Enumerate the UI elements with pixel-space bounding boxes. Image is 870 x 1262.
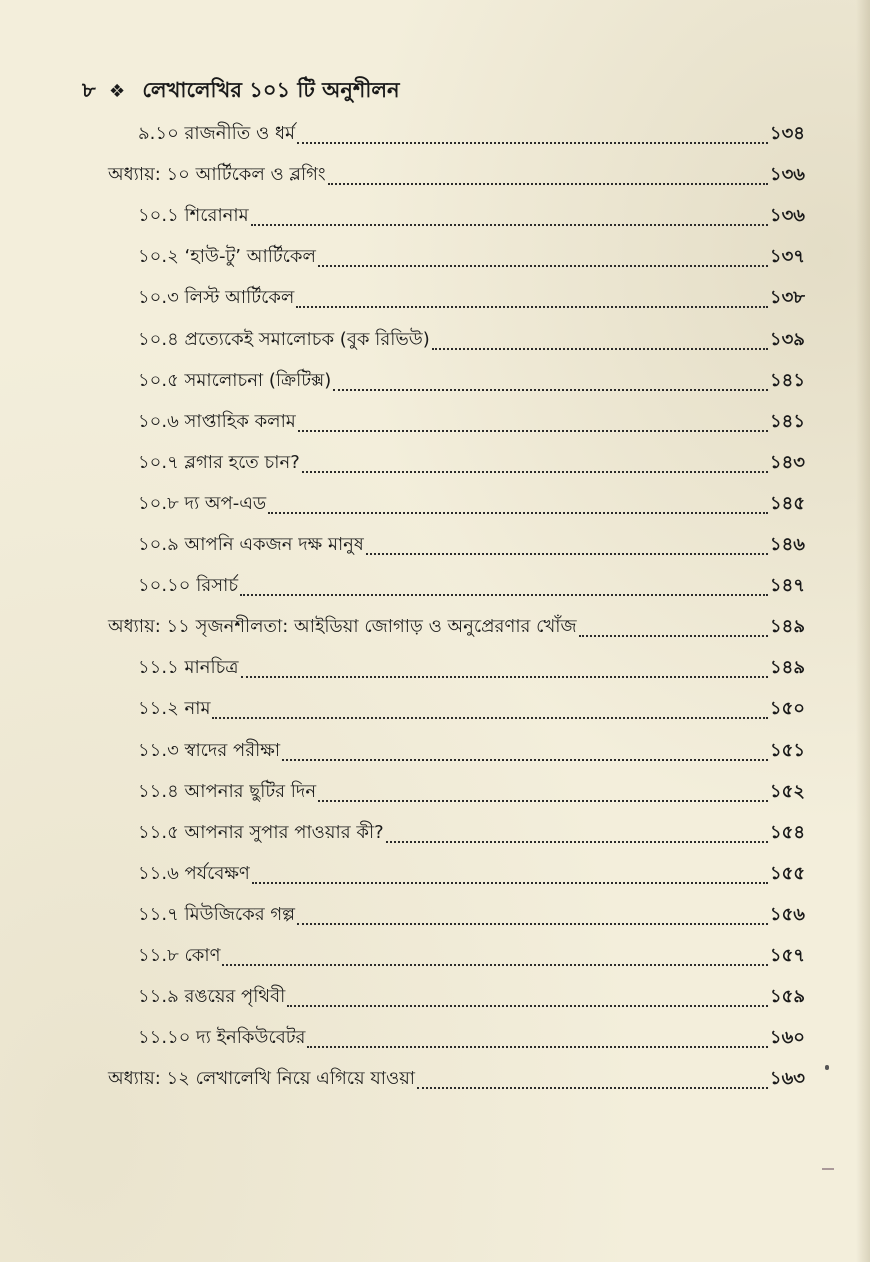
ink-speck xyxy=(825,1065,829,1070)
dot-leader xyxy=(328,183,768,185)
toc-entry-title: ১০.৫ সমালোচনা (ক্রিটিক্স) xyxy=(138,369,332,391)
page-number: ৮ xyxy=(82,78,96,102)
toc-section-row xyxy=(138,778,805,808)
toc-page-number: ১৫২ xyxy=(769,780,805,802)
dot-leader xyxy=(212,717,767,719)
dot-leader xyxy=(297,923,768,925)
toc-chapter-row xyxy=(108,1065,805,1095)
toc-section-row xyxy=(138,120,805,150)
dot-leader xyxy=(432,348,768,350)
toc-page-number: ১৪৩ xyxy=(769,451,805,473)
toc-section-row xyxy=(138,819,805,849)
toc-page-number: ১৫৪ xyxy=(769,821,805,843)
toc-page-number: ১৪৯ xyxy=(769,616,805,638)
toc-entry-title: ১০.১০ রিসার্চ xyxy=(138,575,239,597)
dot-leader xyxy=(287,1005,768,1007)
toc-page-number: ১৫৬ xyxy=(769,903,805,925)
toc-section-row xyxy=(138,449,805,479)
dot-leader xyxy=(241,676,768,678)
toc-page-number: ১৪১ xyxy=(769,410,805,432)
toc-section-row xyxy=(138,326,805,356)
toc-section-row xyxy=(138,942,805,972)
toc-page-number: ১৪৭ xyxy=(769,575,805,597)
toc-section-row xyxy=(138,202,805,232)
page-edge-shadow xyxy=(856,0,870,1262)
toc-entry-title: ১১.১০ দ্য ইনকিউবেটর xyxy=(138,1027,306,1049)
ornament-icon: ❖ xyxy=(108,81,126,102)
toc-entry-title: ১১.১ মানচিত্র xyxy=(138,657,239,679)
toc-section-row xyxy=(138,490,805,520)
toc-section-row xyxy=(138,408,805,438)
running-header xyxy=(82,74,400,109)
dot-leader xyxy=(302,471,768,473)
toc-page-number: ১৩৬ xyxy=(769,164,805,186)
dot-leader xyxy=(240,594,768,596)
dot-leader xyxy=(417,1087,768,1089)
dot-leader xyxy=(386,841,768,843)
toc-page-number: ১৫১ xyxy=(769,739,805,761)
toc-section-row xyxy=(138,1024,805,1054)
dot-leader xyxy=(298,430,768,432)
dot-leader xyxy=(366,553,768,555)
toc-page-number: ১৪৯ xyxy=(769,657,805,679)
toc-entry-title: ১০.৩ লিস্ট আর্টিকেল xyxy=(138,287,295,309)
toc-page-number: ১৫৫ xyxy=(769,862,805,884)
toc-section-row xyxy=(138,695,805,725)
dot-leader xyxy=(268,512,768,514)
toc-entry-title: ১১.৮ কোণ xyxy=(138,945,221,966)
toc-entry-title: অধ্যায়: ১০ আর্টিকেল ও ব্লগিং xyxy=(108,164,326,186)
toc-entry-title: ৯.১০ রাজনীতি ও ধর্ম xyxy=(138,123,296,144)
toc-entry-title: অধ্যায়: ১২ লেখালেখি নিয়ে এগিয়ে যাওয়া xyxy=(108,1068,416,1090)
toc-entry-title: ১০.৭ ব্লগার হতে চান? xyxy=(138,451,300,473)
dot-leader xyxy=(297,142,768,144)
toc-entry-title: ১১.৯ রঙয়ের পৃথিবী xyxy=(138,986,286,1008)
toc-entry-title: ১০.৬ সাপ্তাহিক কলাম xyxy=(138,410,296,432)
toc-entry-title: ১১.৩ স্বাদের পরীক্ষা xyxy=(138,739,281,761)
toc-page-number: ১৬৩ xyxy=(769,1068,805,1090)
toc-entry-title: ১১.৪ আপনার ছুটির দিন xyxy=(138,780,317,802)
toc-entry-title: ১০.১ শিরোনাম xyxy=(138,205,249,227)
dot-leader xyxy=(318,800,768,802)
toc-section-row xyxy=(138,284,805,314)
toc-page-number: ১৩৯ xyxy=(769,328,805,350)
toc-entry-title: ১০.২ ‘হাউ-টু’ আর্টিকেল xyxy=(138,246,316,268)
toc-page-number: ১৫০ xyxy=(769,698,805,720)
toc-entry-title: ১০.৪ প্রত্যেকেই সমালোচক (বুক রিভিউ) xyxy=(138,328,430,350)
dot-leader xyxy=(252,882,768,884)
toc-page-number: ১৬০ xyxy=(769,1027,805,1049)
paper-mark xyxy=(822,1168,834,1170)
toc-entry-title: অধ্যায়: ১১ সৃজনশীলতা: আইডিয়া জোগাড় ও অনুপ্রেরণার খোঁজ xyxy=(108,616,577,638)
dot-leader xyxy=(307,1046,767,1048)
toc-page-number: ১৪১ xyxy=(769,369,805,391)
toc-entry-title: ১০.৮ দ্য অপ-এড xyxy=(138,492,267,514)
toc-page-number: ১৩৮ xyxy=(769,287,805,309)
toc-entry-title: ১১.২ নাম xyxy=(138,698,211,720)
toc-page-number: ১৩৬ xyxy=(769,205,805,227)
toc-entry-title: ১১.৬ পর্যবেক্ষণ xyxy=(138,862,250,884)
dot-leader xyxy=(579,635,768,637)
toc-page-number: ১৪৬ xyxy=(769,534,805,555)
toc-page-number: ১৪৫ xyxy=(769,492,805,514)
toc-section-row xyxy=(138,572,805,602)
dot-leader xyxy=(333,389,768,391)
dot-leader xyxy=(222,964,767,966)
toc-section-row xyxy=(138,654,805,684)
dot-leader xyxy=(251,224,768,226)
toc-entry-title: ১১.৫ আপনার সুপার পাওয়ার কী? xyxy=(138,821,384,843)
toc-page-number: ১৫৭ xyxy=(769,945,805,966)
toc-page-number: ১৩৭ xyxy=(769,246,805,268)
toc-section-row xyxy=(138,531,805,561)
dot-leader xyxy=(282,759,768,761)
toc-entry-title: ১০.৯ আপনি একজন দক্ষ মানুষ xyxy=(138,534,364,555)
toc-section-row xyxy=(138,367,805,397)
dot-leader xyxy=(318,265,768,267)
dot-leader xyxy=(296,306,768,308)
toc-chapter-row xyxy=(108,613,805,643)
toc-section-row xyxy=(138,737,805,767)
book-title: লেখালেখির ১০১ টি অনুশীলন xyxy=(142,78,400,102)
toc-page-number: ১৩৪ xyxy=(769,123,805,144)
toc-chapter-row xyxy=(108,161,805,191)
toc-entry-title: ১১.৭ মিউজিকের গল্প xyxy=(138,903,296,925)
toc-section-row xyxy=(138,983,805,1013)
toc-section-row xyxy=(138,901,805,931)
toc-section-row xyxy=(138,860,805,890)
toc-section-row xyxy=(138,243,805,273)
toc-page-number: ১৫৯ xyxy=(769,986,805,1008)
